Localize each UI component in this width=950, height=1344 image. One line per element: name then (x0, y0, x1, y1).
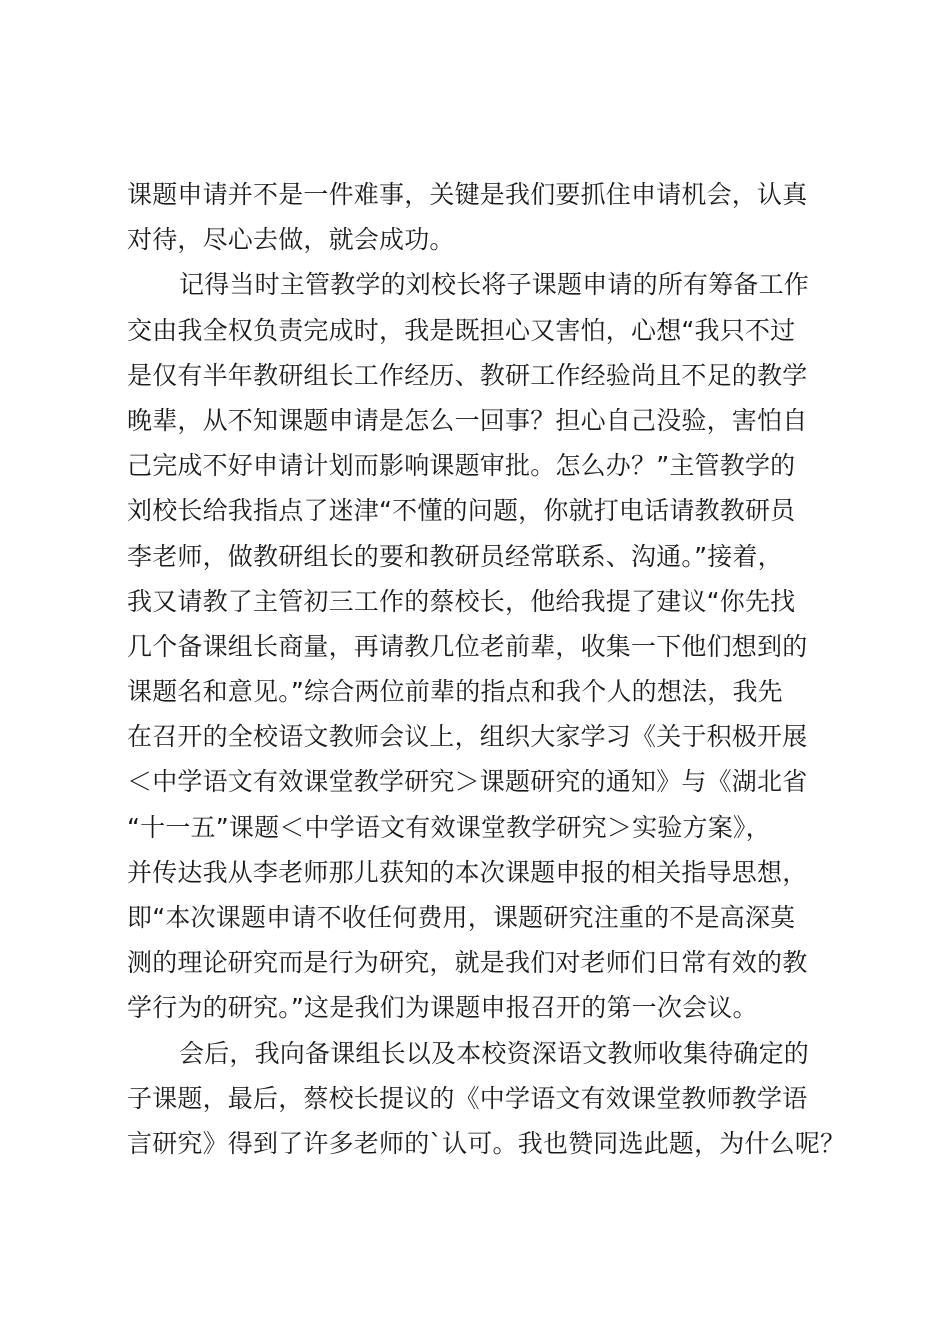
text-line: 李老师，做教研组长的要和教研员经常联系、沟通。”接着， (127, 541, 783, 571)
text-line: 在召开的全校语文教师会议上，组织大家学习《关于积极开展 (127, 722, 808, 752)
text-line: 课题名和意见。”综合两位前辈的指点和我个人的想法，我先 (127, 677, 783, 707)
paragraph-start-line: 记得当时主管教学的刘校长将子课题申请的所有筹备工作 (179, 270, 810, 300)
text-line: 言研究》得到了许多老师的`认可。我也赞同选此题，为什么呢？ (127, 1128, 846, 1158)
text-line: 并传达我从李老师那儿获知的本次课题申报的相关指导思想， (127, 857, 808, 887)
text-line: 晚辈，从不知课题申请是怎么一回事？担心自己没验，害怕自 (127, 405, 808, 435)
text-line: 学行为的研究。”这是我们为课题申报召开的第一次会议。 (127, 993, 758, 1023)
text-line: ＜中学语文有效课堂教学研究＞课题研究的通知》与《湖北省 (127, 767, 808, 797)
paragraph-start-line: 会后，我向备课组长以及本校资深语文教师收集待确定的 (179, 1038, 810, 1068)
text-line: 刘校长给我指点了迷津“不懂的问题，你就打电话请教教研员 (127, 496, 796, 526)
text-line: 对待，尽心去做，就会成功。 (127, 225, 455, 255)
text-line: 我又请教了主管初三工作的蔡校长，他给我提了建议“你先找 (127, 586, 796, 616)
text-line: 是仅有半年教研组长工作经历、教研工作经验尚且不足的教学 (127, 360, 808, 390)
text-line: “十一五”课题＜中学语文有效课堂教学研究＞实验方案》， (127, 812, 771, 842)
text-line: 即“本次课题申请不收任何费用，课题研究注重的不是高深莫 (127, 903, 796, 932)
text-line: 己完成不好申请计划而影响课题审批。怎么办？”主管教学的 (127, 451, 796, 481)
text-line: 几个备课组长商量，再请教几位老前辈，收集一下他们想到的 (127, 631, 808, 661)
text-line: 课题申请并不是一件难事，关键是我们要抓住申请机会，认真 (127, 180, 808, 209)
text-line: 测的理论研究而是行为研究，就是我们对老师们日常有效的教 (127, 948, 808, 978)
text-line: 交由我全权负责完成时，我是既担心又害怕，心想“我只不过 (127, 315, 796, 345)
body-text (127, 172, 857, 1166)
text-line: 子课题，最后，蔡校长提议的《中学语文有效课堂教师教学语 (127, 1083, 808, 1113)
